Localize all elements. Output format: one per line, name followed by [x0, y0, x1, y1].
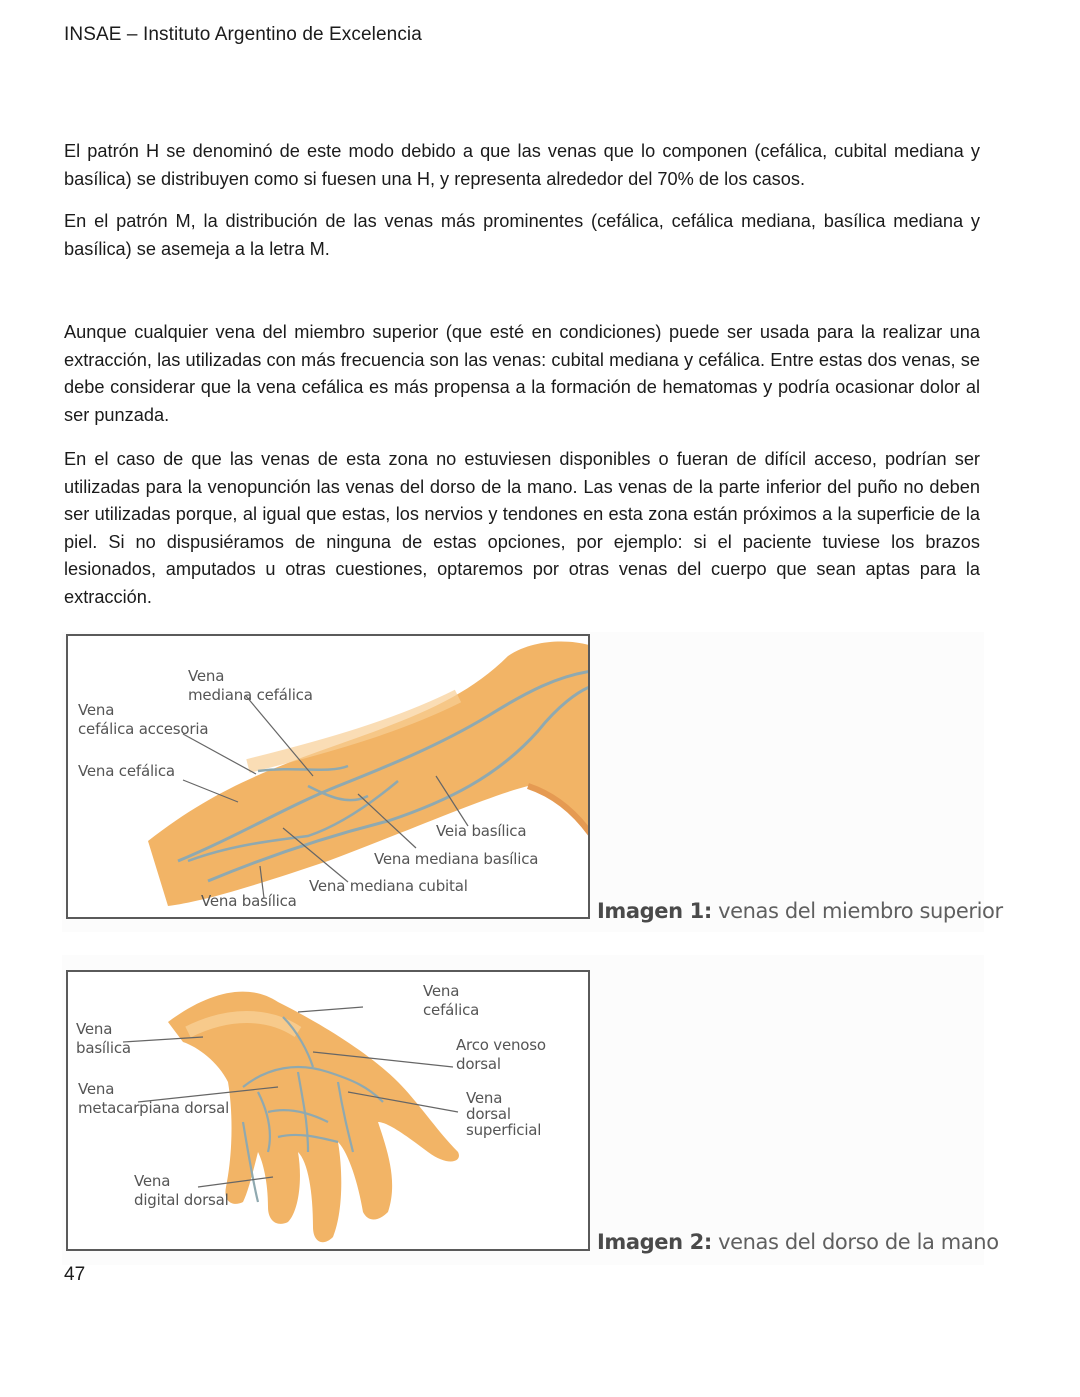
label-vena-digital-dorsal: Vena digital dorsal: [134, 1172, 229, 1209]
figure-2-hand-illustration: [66, 970, 590, 1251]
document-header: INSAE – Instituto Argentino de Excelencia: [64, 24, 422, 45]
paragraph-venas-frecuentes: Aunque cualquier vena del miembro superior (que esté en condiciones) puede ser usada para la realizar una extracción, las utilizadas con más frecuencia son las venas: cubital mediana y cefálica. Entre estas dos venas, se debe considerar que la vena cefálica es más propensa a la formación de hematomas y podría ocasionar dolor al ser punzada.: [64, 322, 980, 425]
figure-2-caption: Imagen 2: venas del dorso de la mano: [597, 1230, 999, 1254]
label-vena-mediana-basilica: Vena mediana basílica: [374, 850, 539, 868]
label-vena-mediana-cefalica: Vena mediana cefálica: [188, 667, 313, 704]
label-vena-metacarpiana-dorsal: Vena metacarpiana dorsal: [78, 1080, 230, 1117]
paragraph-patron-h: El patrón H se denominó de este modo debido a que las venas que lo componen (cefálica, cubital mediana y basílica) se distribuyen como si fuesen una H, y representa alrededor del 70% de los casos.: [64, 141, 980, 189]
label-vena-basilica: Vena basílica: [201, 892, 297, 910]
figure-1-arm-illustration: [66, 634, 590, 919]
label-vena-cefalica: Vena cefálica: [423, 982, 480, 1019]
paragraph-patron-m: En el patrón M, la distribución de las venas más prominentes (cefálica, cefálica mediana, basílica mediana y basílica) se asemeja a la letra M.: [64, 211, 980, 259]
paragraph-dorso-mano: En el caso de que las venas de esta zona no estuviesen disponibles o fueran de difícil acceso, podrían ser utilizadas para la venopunción las venas del dorso de la mano. Las venas de la parte inferior del puño no deben ser utilizadas porque, al igual que estas, los nervios y tendones en esta zona están próximos a la superficie de la piel. Si no dispusiéramos de ninguna de estas opciones, por ejemplo: si el paciente tuviese los brazos lesionados, amputados u otras cuestiones, optaremos por otras venas del cuerpo que sean aptas para la extracción.: [64, 449, 980, 607]
label-veia-basilica: Veia basílica: [436, 822, 527, 840]
label-arco-venoso-dorsal: Arco venoso dorsal: [456, 1036, 546, 1073]
label-vena-basilica: Vena basílica: [76, 1020, 131, 1057]
label-vena-mediana-cubital: Vena mediana cubital: [309, 877, 468, 895]
label-vena-cefalica-accesoria: Vena cefálica accesoria: [78, 701, 209, 738]
label-vena-cefalica: Vena cefálica: [78, 762, 175, 780]
figure-1-caption: Imagen 1: venas del miembro superior: [597, 899, 1003, 923]
page-number: 47: [64, 1264, 86, 1285]
label-vena-dorsal-superficial: Vena dorsal superficial: [466, 1089, 542, 1139]
